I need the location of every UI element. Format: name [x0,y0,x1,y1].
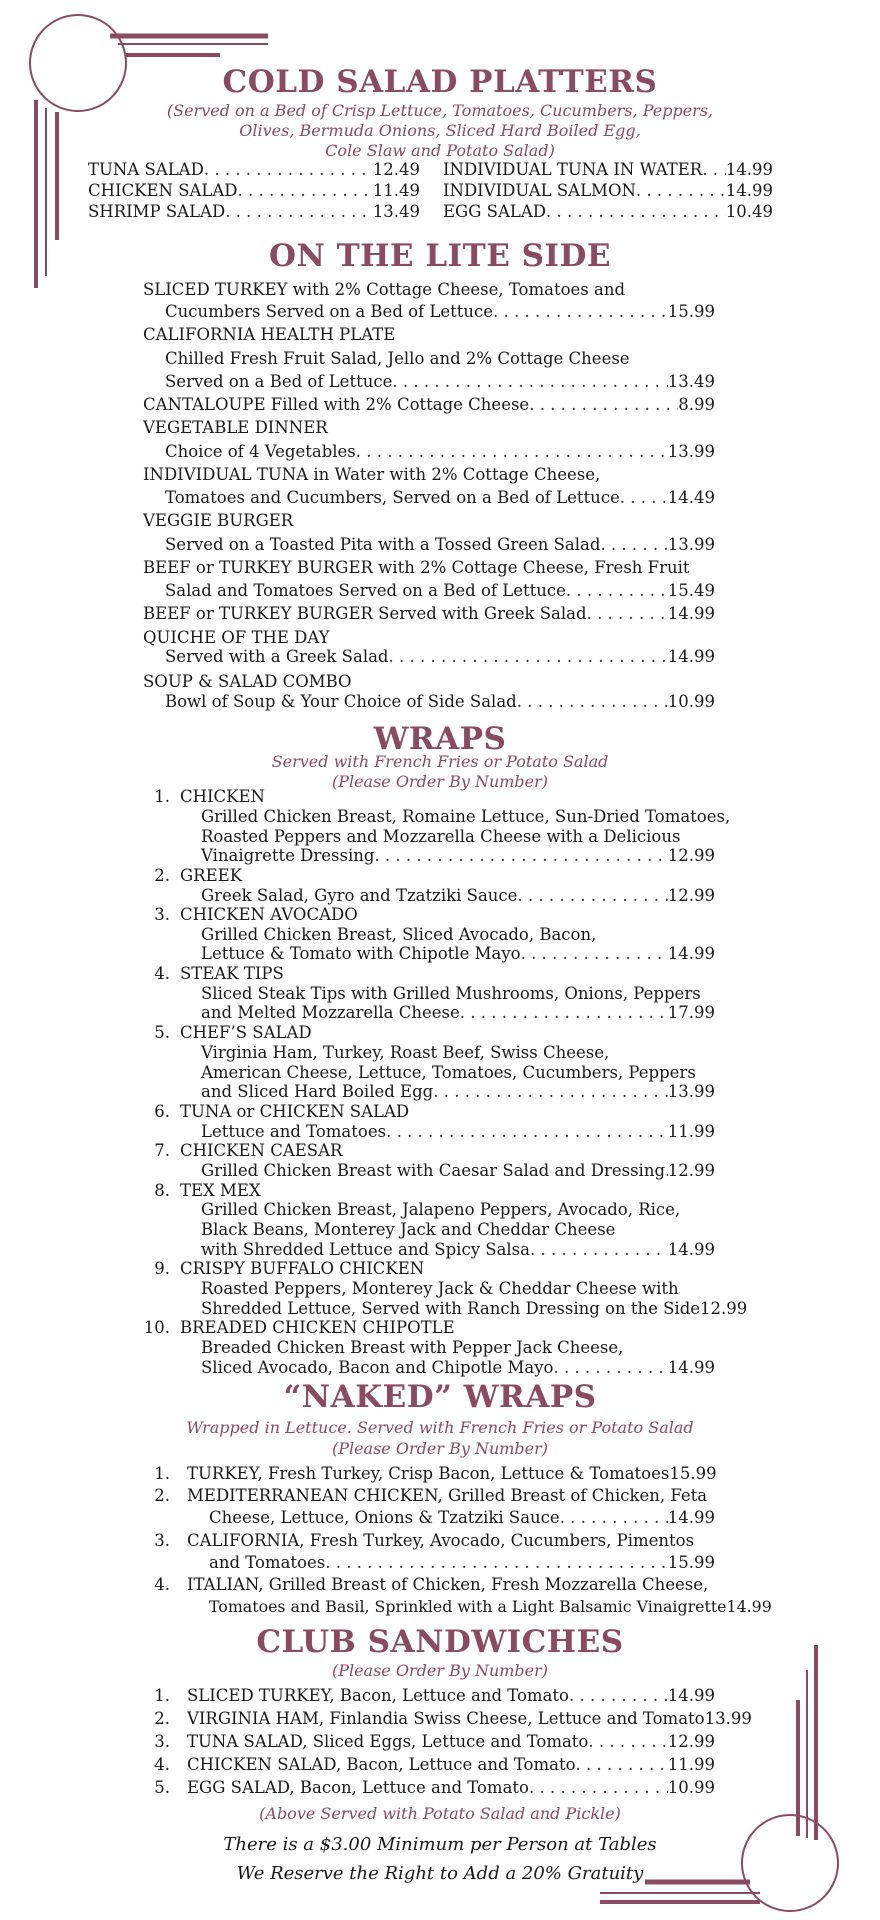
item-price: 14.99 [667,944,715,963]
menu-item [201,943,715,965]
menu-item [187,1685,715,1707]
item-name: TUNA SALAD [88,160,204,179]
item-description: Breaded Chicken Breast with Pepper Jack Cheese, [201,1338,624,1357]
club-sandwiches-title: CLUB SANDWICHES [256,1624,624,1660]
item-price: 12.99 [667,1161,715,1180]
item-description: Served on a Toasted Pita with a Tossed Green Salad [165,535,601,554]
menu-item [209,1552,715,1574]
menu-item [187,1708,752,1730]
wraps-subtitle-2: (Please Order By Number) [331,772,549,791]
item-name: INDIVIDUAL TUNA in Water with 2% Cottage Cheese, [143,465,601,484]
item-price: 8.99 [678,395,715,414]
item-description: Shredded Lettuce, Served with Ranch Dressing on the Side [201,1299,701,1318]
item-description: Bowl of Soup & Your Choice of Side Salad [165,692,517,711]
menu-item [201,1081,715,1103]
item-number: 5. [154,1023,170,1042]
cold-salad-subtitle-1: (Served on a Bed of Crisp Lettuce, Tomatoes, Cucumbers, Peppers, [166,101,714,120]
naked-wraps-subtitle-2: (Please Order By Number) [331,1439,549,1458]
item-price: 14.99 [725,160,773,179]
menu-item [88,159,420,181]
item-number: 6. [154,1102,170,1121]
item-description: Sliced Steak Tips with Grilled Mushrooms, Onions, Peppers [201,984,701,1003]
item-number: 4. [154,964,170,983]
item-price: 14.99 [667,1358,715,1377]
item-number: 3. [154,1531,170,1550]
item-price: 14.99 [667,1686,715,1705]
menu-item [187,1777,715,1799]
item-name: CHEF’S SALAD [180,1023,312,1042]
item-description: Grilled Chicken Breast with Caesar Salad and Dressing [201,1161,666,1180]
minimum-notice: There is a $3.00 Minimum per Person at Tables [223,1834,657,1855]
item-number: 1. [154,1686,170,1705]
item-description: Grilled Chicken Breast, Jalapeno Peppers, Avocado, Rice, [201,1200,681,1219]
menu-item [88,180,420,202]
club-sandwiches-subtitle: (Please Order By Number) [331,1661,549,1680]
item-description: Grilled Chicken Breast, Romaine Lettuce, Sun-Dried Tomatoes, [201,807,731,826]
item-price: 17.99 [667,1003,715,1022]
cold-salad-subtitle-2: Olives, Bermuda Onions, Sliced Hard Boiled Egg, [239,121,641,140]
menu-item [165,691,715,713]
item-price: 15.49 [667,581,715,600]
item-name: ITALIAN, Grilled Breast of Chicken, Fresh Mozzarella Cheese, [187,1575,709,1594]
item-price: 15.99 [667,1553,715,1572]
item-number: 2. [154,1709,170,1728]
cold-salad-title: COLD SALAD PLATTERS [222,64,658,100]
item-price: 11.99 [667,1755,715,1774]
item-name: MEDITERRANEAN CHICKEN, Grilled Breast of Chicken, Feta [187,1486,708,1505]
item-name: TEX MEX [180,1181,261,1200]
naked-wraps-subtitle-1: Wrapped in Lettuce. Served with French Fries or Potato Salad [186,1418,694,1437]
menu-item [165,301,715,323]
item-description: Served with a Greek Salad [165,647,389,666]
item-number: 7. [154,1141,170,1160]
item-name: BEEF or TURKEY BURGER with 2% Cottage Cheese, Fresh Fruit [143,558,690,577]
item-number: 1. [154,1464,170,1483]
item-name: QUICHE OF THE DAY [143,628,330,647]
menu-item [443,201,773,223]
item-name: BEEF or TURKEY BURGER Served with Greek Salad [143,604,587,623]
menu-item [165,534,715,556]
item-name: EGG SALAD [443,202,546,221]
menu-item [443,159,773,181]
menu-item [165,646,715,668]
item-price: 13.99 [704,1709,752,1728]
naked-wraps-title: “NAKED” WRAPS [283,1379,597,1415]
item-name: TUNA or CHICKEN SALAD [180,1102,410,1121]
item-description: and Tomatoes [209,1553,326,1572]
item-price: 10.99 [667,692,715,711]
menu-item [209,1507,715,1529]
item-price: 12.49 [372,160,420,179]
item-description: Served on a Bed of Lettuce [165,372,393,391]
item-price: 13.99 [667,1082,715,1101]
item-price: 12.99 [667,886,715,905]
item-description: Roasted Peppers, Monterey Jack & Cheddar Cheese with [201,1279,679,1298]
menu-item [165,580,715,602]
item-price: 12.99 [667,1732,715,1751]
menu-item [187,1463,715,1485]
item-number: 4. [154,1755,170,1774]
item-price: 14.49 [667,488,715,507]
item-name: TURKEY, Fresh Turkey, Crisp Bacon, Lettuce & Tomatoes [187,1464,670,1483]
menu-item [209,1596,772,1618]
item-name: STEAK TIPS [180,964,284,983]
item-name: CALIFORNIA HEALTH PLATE [143,325,396,344]
item-description: Cucumbers Served on a Bed of Lettuce [165,302,494,321]
menu-item [201,1357,715,1379]
menu-item [165,487,715,509]
item-name: SOUP & SALAD COMBO [143,672,352,691]
item-description: with Shredded Lettuce and Spicy Salsa [201,1240,530,1259]
item-number: 2. [154,866,170,885]
item-description: Chilled Fresh Fruit Salad, Jello and 2% Cottage Cheese [165,349,630,368]
item-name: VEGGIE BURGER [143,511,294,530]
item-price: 14.99 [725,181,773,200]
club-sandwiches-note: (Above Served with Potato Salad and Pickle) [259,1804,621,1823]
item-description: Lettuce & Tomato with Chipotle Mayo [201,944,521,963]
lite-side-title: ON THE LITE SIDE [268,238,612,274]
item-price: 14.99 [667,647,715,666]
item-description: Cheese, Lettuce, Onions & Tzatziki Sauce [209,1508,560,1527]
item-price: 13.99 [667,442,715,461]
item-price: 15.99 [669,1464,717,1483]
item-description: American Cheese, Lettuce, Tomatoes, Cucumbers, Peppers [201,1063,696,1082]
menu-item [88,201,420,223]
item-description: Black Beans, Monterey Jack and Cheddar Cheese [201,1220,616,1239]
item-description: Tomatoes and Cucumbers, Served on a Bed of Lettuce [165,488,620,507]
item-name: SLICED TURKEY, Bacon, Lettuce and Tomato [187,1686,569,1705]
item-price: 11.99 [667,1122,715,1141]
item-description: Vinaigrette Dressing [201,846,375,865]
item-price: 10.99 [667,1778,715,1797]
item-name: CHICKEN SALAD [88,181,238,200]
item-name: CHICKEN CAESAR [180,1141,343,1160]
item-price: 10.49 [725,202,773,221]
item-name: EGG SALAD, Bacon, Lettuce and Tomato [187,1778,529,1797]
menu-item [165,441,715,463]
item-price: 12.99 [667,846,715,865]
item-price: 14.99 [667,1508,715,1527]
menu-item [443,180,773,202]
item-name: CALIFORNIA, Fresh Turkey, Avocado, Cucumbers, Pimentos [187,1531,695,1550]
item-price: 14.99 [667,1240,715,1259]
menu-item [201,845,715,867]
item-description: and Sliced Hard Boiled Egg [201,1082,434,1101]
item-name: CHICKEN [180,787,265,806]
item-description: and Melted Mozzarella Cheese [201,1003,460,1022]
item-name: CRISPY BUFFALO CHICKEN [180,1259,425,1278]
item-name: CANTALOUPE Filled with 2% Cottage Cheese [143,395,530,414]
item-name: SLICED TURKEY with 2% Cottage Cheese, Tomatoes and [143,280,626,299]
item-name: TUNA SALAD, Sliced Eggs, Lettuce and Tomato [187,1732,589,1751]
item-price: 13.99 [667,535,715,554]
item-price: 12.99 [700,1299,748,1318]
item-description: Sliced Avocado, Bacon and Chipotle Mayo [201,1358,554,1377]
item-number: 9. [154,1259,170,1278]
item-description: Roasted Peppers and Mozzarella Cheese with a Delicious [201,827,681,846]
menu-item [165,371,715,393]
item-description: Salad and Tomatoes Served on a Bed of Lettuce [165,581,566,600]
item-description: Greek Salad, Gyro and Tzatziki Sauce [201,886,518,905]
menu-item [187,1731,715,1753]
item-description: Grilled Chicken Breast, Sliced Avocado, Bacon, [201,925,597,944]
item-number: 5. [154,1778,170,1797]
item-name: CHICKEN AVOCADO [180,905,358,924]
item-number: 4. [154,1575,170,1594]
item-name: GREEK [180,866,243,885]
item-price: 14.99 [667,604,715,623]
item-price: 14.99 [726,1597,772,1616]
item-description: Lettuce and Tomatoes [201,1122,387,1141]
menu-item [143,603,715,625]
item-price: 11.49 [372,181,420,200]
item-name: BREADED CHICKEN CHIPOTLE [180,1318,455,1337]
item-number: 8. [154,1181,170,1200]
item-number: 2. [154,1486,170,1505]
item-name: VIRGINIA HAM, Finlandia Swiss Cheese, Lettuce and Tomato [187,1709,705,1728]
item-description: Tomatoes and Basil, Sprinkled with a Light Balsamic Vinaigrette [209,1597,727,1616]
menu-item [201,1002,715,1024]
menu-item [187,1754,715,1776]
item-description: Virginia Ham, Turkey, Roast Beef, Swiss Cheese, [201,1043,610,1062]
item-price: 13.49 [372,202,420,221]
cold-salad-subtitle-3: Cole Slaw and Potato Salad) [325,141,555,160]
item-name: VEGETABLE DINNER [143,418,328,437]
wraps-title: WRAPS [373,721,507,757]
item-name: INDIVIDUAL TUNA IN WATER [443,160,703,179]
item-number: 10. [143,1318,170,1337]
item-name: CHICKEN SALAD, Bacon, Lettuce and Tomato [187,1755,576,1774]
gratuity-notice: We Reserve the Right to Add a 20% Gratuity [236,1863,644,1884]
menu-item [143,394,715,416]
wraps-subtitle-1: Served with French Fries or Potato Salad [271,752,609,771]
item-name: SHRIMP SALAD [88,202,226,221]
item-description: Choice of 4 Vegetables [165,442,356,461]
item-number: 1. [154,787,170,806]
menu-item [201,1160,715,1182]
item-price: 13.49 [667,372,715,391]
item-number: 3. [154,1732,170,1751]
item-name: INDIVIDUAL SALMON [443,181,636,200]
item-price: 15.99 [667,302,715,321]
item-number: 3. [154,905,170,924]
